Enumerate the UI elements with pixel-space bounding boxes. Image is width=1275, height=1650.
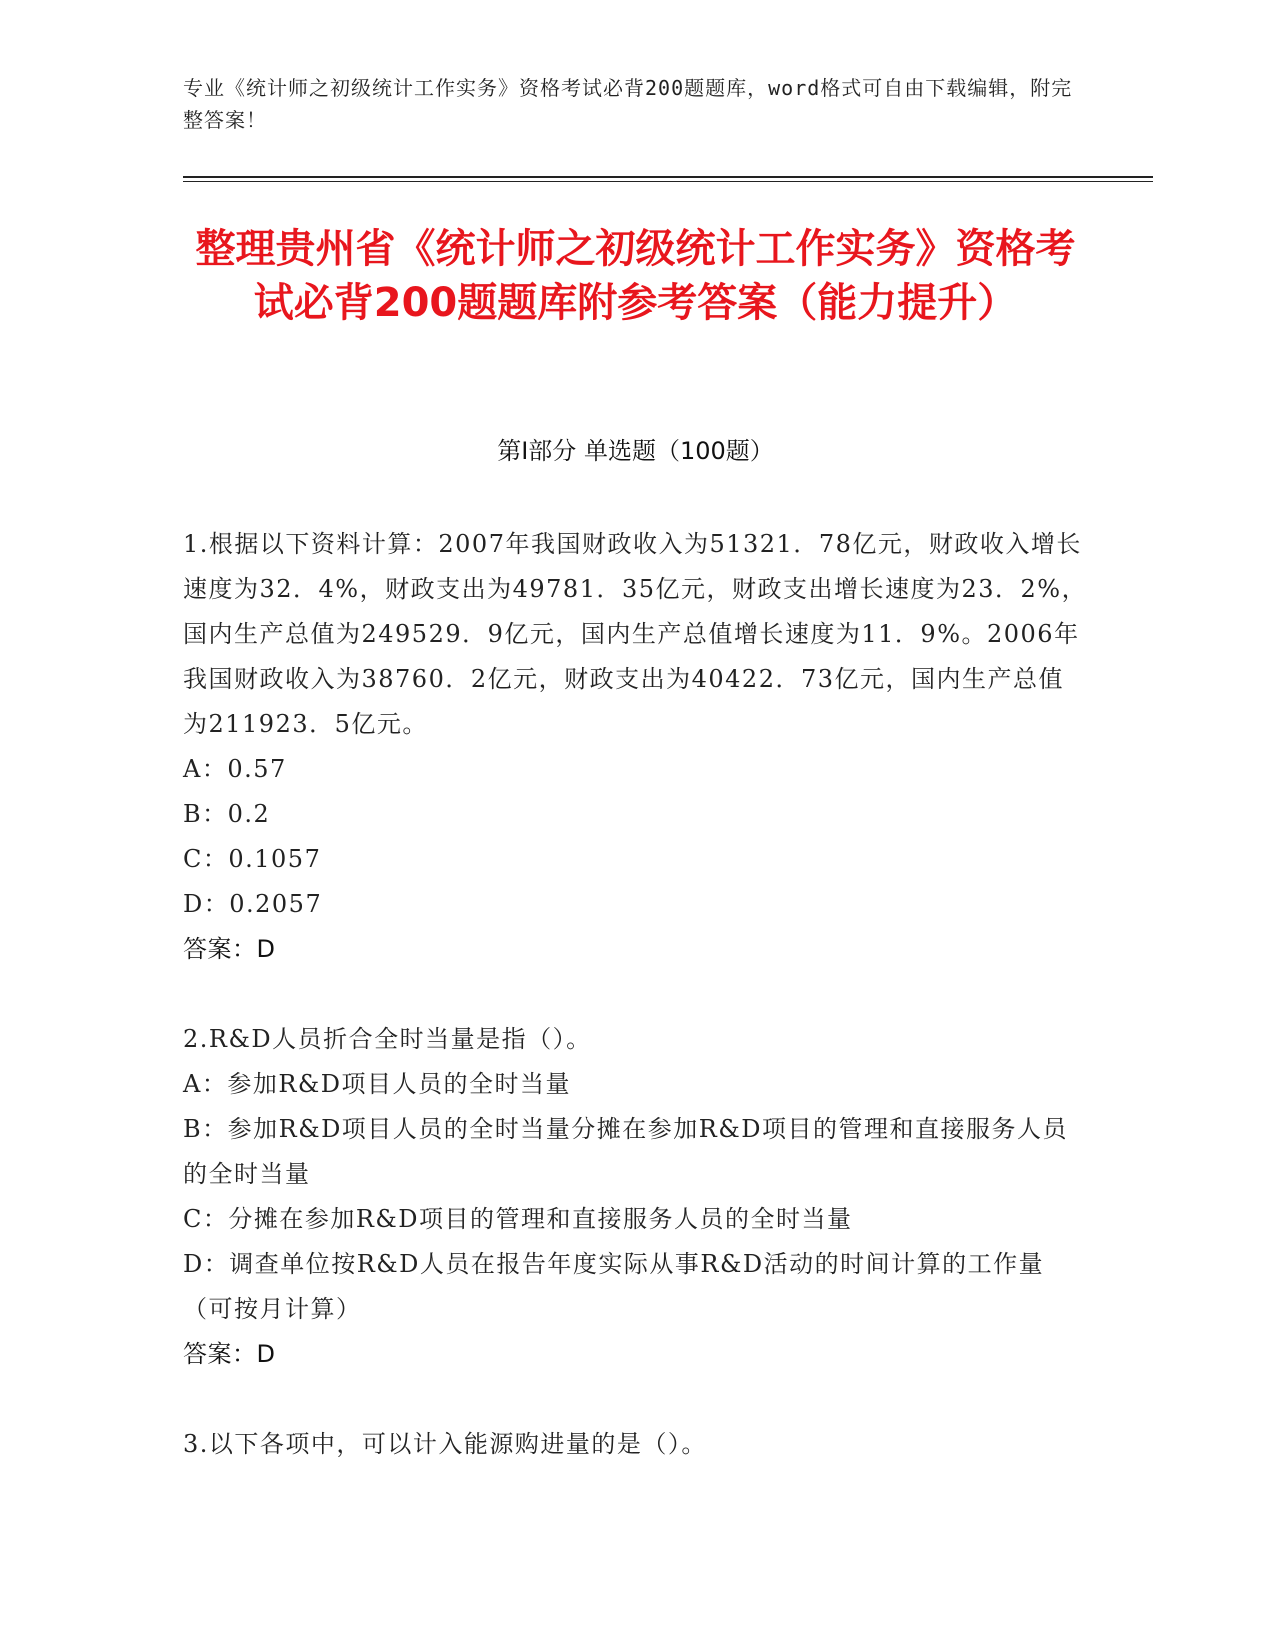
question-stem: 2.R&D人员折合全时当量是指（）。 xyxy=(183,1025,592,1053)
document-title: 整理贵州省《统计师之初级统计工作实务》资格考试必背200题题库附参考答案（能力提升） xyxy=(195,226,1076,326)
option-d: D：调查单位按R&D人员在报告年度实际从事R&D活动的时间计算的工作量（可按月计算） xyxy=(183,1250,1045,1323)
header-divider-thick xyxy=(183,176,1153,178)
option-b: B：参加R&D项目人员的全时当量分摊在参加R&D项目的管理和直接服务人员的全时当量 xyxy=(183,1115,1068,1188)
header-note: 专业《统计师之初级统计工作实务》资格考试必背200题题库，word格式可自由下载编辑，附完整答案！ xyxy=(183,76,1073,132)
answer-line: 答案：D xyxy=(183,1340,276,1368)
option-a: A：参加R&D项目人员的全时当量 xyxy=(183,1070,572,1098)
question-stem: 3.以下各项中，可以计入能源购进量的是（）。 xyxy=(183,1430,707,1458)
section-heading: 第Ⅰ部分 单选题（100题） xyxy=(497,437,774,465)
option-c: C：分摊在参加R&D项目的管理和直接服务人员的全时当量 xyxy=(183,1205,853,1233)
option-a: A：0.57 xyxy=(183,755,287,783)
question-3 xyxy=(183,1422,1088,1467)
option-c: C：0.1057 xyxy=(183,845,322,873)
option-d: D：0.2057 xyxy=(183,890,323,918)
question-list xyxy=(183,522,1088,1467)
question-1 xyxy=(183,522,1088,972)
header-divider-thin xyxy=(183,181,1153,182)
answer-line: 答案：D xyxy=(183,935,276,963)
question-stem: 1.根据以下资料计算：2007年我国财政收入为51321．78亿元，财政收入增长速度为32．4%，财政支出为49781．35亿元，财政支出增长速度为23．2%，国内生产总值为249529．9亿元，国内生产总值增长速度为11．9%。2006年我国财政收入为38760．2亿元，财政支出为40422．73亿元，国内生产总值为211923．5亿元。 xyxy=(183,530,1088,738)
question-2 xyxy=(183,1017,1088,1377)
option-b: B：0.2 xyxy=(183,800,271,828)
